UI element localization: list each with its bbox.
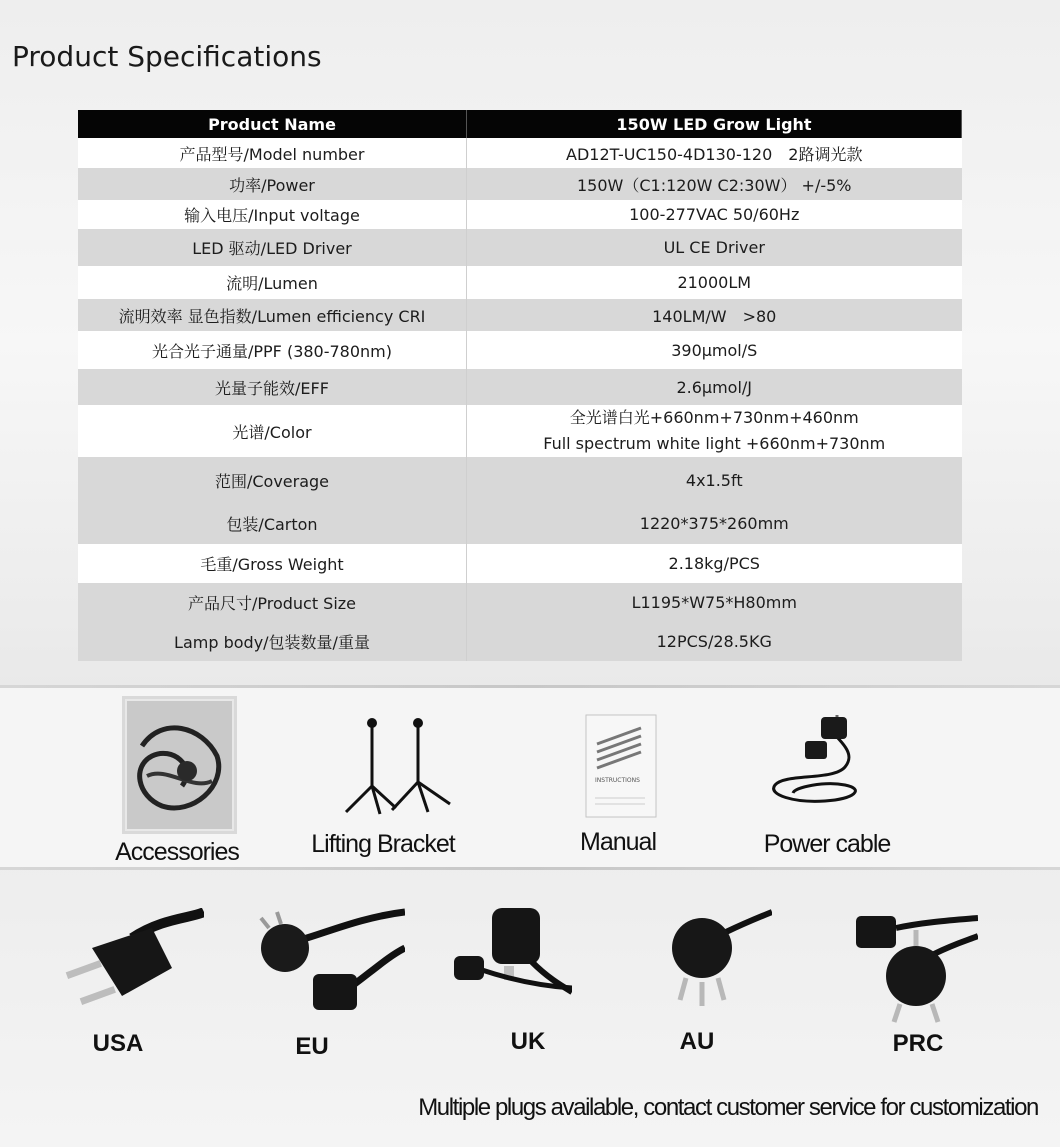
accessory-label: Power cable bbox=[763, 830, 891, 858]
spec-value-multiline bbox=[467, 405, 962, 457]
lifting-bracket-icon bbox=[340, 716, 460, 816]
table-row bbox=[78, 544, 962, 583]
spec-label: 光量子能效/EFF bbox=[78, 369, 467, 405]
au-plug-icon bbox=[652, 908, 772, 1012]
spec-value: 100-277VAC 50/60Hz bbox=[467, 200, 962, 229]
spec-value: L1195*W75*H80mm bbox=[467, 583, 962, 622]
spec-label: 流明效率 显色指数/Lumen efficiency CRI bbox=[78, 299, 467, 331]
plug-label: PRC bbox=[892, 1030, 944, 1057]
spec-header-name: Product Name bbox=[78, 110, 467, 138]
spec-table bbox=[78, 110, 962, 661]
accessory-label: Lifting Bracket bbox=[311, 830, 455, 858]
spec-label: 毛重/Gross Weight bbox=[78, 544, 467, 583]
table-row bbox=[78, 229, 962, 266]
plug-label: UK bbox=[510, 1028, 546, 1055]
spec-label: LED 驱动/LED Driver bbox=[78, 229, 467, 266]
spec-label: 范围/Coverage bbox=[78, 457, 467, 503]
accessory-label: Manual bbox=[580, 828, 656, 856]
manual-cover-text: INSTRUCTIONS bbox=[595, 777, 640, 784]
plug-label: EU bbox=[295, 1033, 329, 1060]
footer-note: Multiple plugs available, contact customer service for customization bbox=[418, 1094, 1038, 1121]
table-row bbox=[78, 583, 962, 622]
spec-header-row bbox=[78, 110, 962, 138]
spec-value: 140LM/W >80 bbox=[467, 299, 962, 331]
table-row bbox=[78, 331, 962, 369]
page-title: Product Specifications bbox=[12, 40, 322, 73]
spec-label: 产品尺寸/Product Size bbox=[78, 583, 467, 622]
table-row bbox=[78, 457, 962, 503]
power-cable-icon bbox=[765, 715, 869, 807]
spec-label: 光合光子通量/PPF (380-780nm) bbox=[78, 331, 467, 369]
table-row bbox=[78, 200, 962, 229]
spec-label: Lamp body/包装数量/重量 bbox=[78, 622, 467, 661]
table-row bbox=[78, 369, 962, 405]
spec-value: 21000LM bbox=[467, 266, 962, 299]
spec-label: 流明/Lumen bbox=[78, 266, 467, 299]
section-divider bbox=[0, 867, 1060, 870]
spec-value: 1220*375*260mm bbox=[467, 503, 962, 544]
spec-label: 产品型号/Model number bbox=[78, 138, 467, 168]
accessories-bag-icon bbox=[122, 696, 237, 834]
table-row bbox=[78, 622, 962, 661]
spec-label: 输入电压/Input voltage bbox=[78, 200, 467, 229]
spec-value: 2.6μmol/J bbox=[467, 369, 962, 405]
spec-value-line2: Full spectrum white light +660nm+730nm bbox=[543, 434, 886, 453]
spec-label: 功率/Power bbox=[78, 168, 467, 200]
table-row bbox=[78, 168, 962, 200]
spec-label: 包装/Carton bbox=[78, 503, 467, 544]
table-row bbox=[78, 299, 962, 331]
uk-plug-icon bbox=[452, 906, 572, 1000]
manual-icon bbox=[585, 714, 657, 818]
spec-value: UL CE Driver bbox=[467, 229, 962, 266]
spec-value: 150W（C1:120W C2:30W） +/-5% bbox=[467, 168, 962, 200]
table-row bbox=[78, 405, 962, 457]
eu-plug-icon bbox=[255, 908, 405, 1018]
table-row bbox=[78, 266, 962, 299]
usa-plug-icon bbox=[62, 908, 204, 1016]
spec-label: 光谱/Color bbox=[78, 405, 467, 457]
accessory-label: Accessories bbox=[115, 838, 239, 866]
spec-value: AD12T-UC150-4D130-120 2路调光款 bbox=[467, 138, 962, 168]
plug-label: AU bbox=[679, 1028, 715, 1055]
table-row bbox=[78, 503, 962, 544]
spec-value: 4x1.5ft bbox=[467, 457, 962, 503]
spec-value: 12PCS/28.5KG bbox=[467, 622, 962, 661]
spec-value: 390μmol/S bbox=[467, 331, 962, 369]
spec-value: 2.18kg/PCS bbox=[467, 544, 962, 583]
table-row bbox=[78, 138, 962, 168]
prc-plug-icon bbox=[854, 910, 978, 1026]
spec-value: 全光谱白光+660nm+730nm+460nm bbox=[569, 408, 859, 427]
plug-label: USA bbox=[92, 1030, 144, 1057]
spec-header-value: 150W LED Grow Light bbox=[467, 110, 962, 138]
